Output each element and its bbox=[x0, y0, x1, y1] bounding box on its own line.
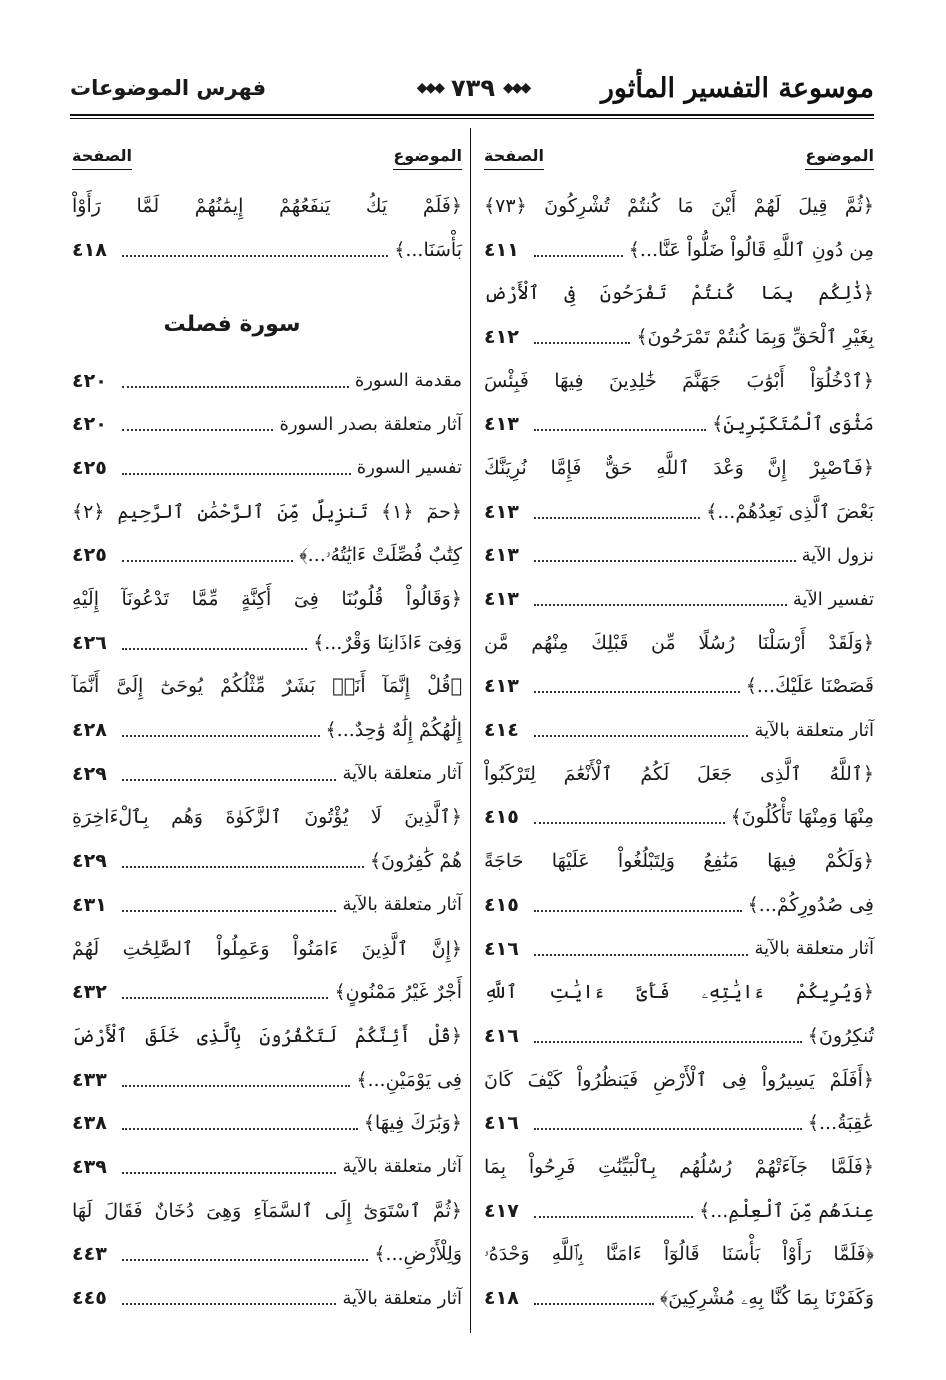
index-entry bbox=[72, 883, 462, 927]
index-entry bbox=[72, 665, 462, 709]
index-entry bbox=[484, 359, 874, 403]
section-title: فهرس الموضوعات bbox=[70, 76, 267, 100]
index-entry bbox=[484, 796, 874, 840]
leader-dots bbox=[122, 1303, 336, 1305]
entry-text: ﴿فَٱصْبِرْ إِنَّ وَعْدَ ٱللَّهِ حَقٌّ فَإِمَّا نُرِيَنَّكَ bbox=[484, 456, 874, 479]
entry-page-number: ٤١٢ bbox=[484, 325, 519, 348]
topic-header: الموضوع bbox=[393, 146, 462, 170]
index-entry bbox=[72, 927, 462, 971]
entry-page-number: ٤١٦ bbox=[484, 1112, 519, 1135]
leader-dots bbox=[534, 954, 748, 956]
index-entry bbox=[484, 1014, 874, 1058]
entry-text: ﴿وَيُرِيكُمْ ءَايَٰتِهِۦ فَأَىَّ ءَايَٰتِ ٱللَّهِ bbox=[484, 981, 874, 1004]
entry-page-number: ٤١٧ bbox=[484, 1199, 519, 1222]
entry-text: وَلِلْأَرْضِ...﴾ bbox=[374, 1243, 462, 1266]
index-entry bbox=[72, 1233, 462, 1277]
entry-page-number: ٤١٣ bbox=[484, 544, 519, 567]
leader-dots bbox=[122, 910, 336, 912]
index-entry bbox=[484, 970, 874, 1014]
index-entry bbox=[484, 446, 874, 490]
page-number-block bbox=[417, 68, 530, 108]
leader-dots bbox=[122, 735, 320, 737]
entry-text: آثار متعلقة بصدر السورة bbox=[279, 413, 462, 435]
index-entry bbox=[484, 839, 874, 883]
topic-header: الموضوع bbox=[805, 146, 874, 170]
entry-text: تفسير السورة bbox=[356, 457, 462, 479]
entry-text: بِغَيْرِ ٱلْحَقِّ وَبِمَا كُنتُمْ تَمْرَحُونَ﴾ bbox=[636, 325, 874, 348]
leader-dots bbox=[534, 1128, 802, 1130]
index-entry bbox=[72, 1276, 462, 1320]
entry-text: نزول الآية bbox=[801, 544, 874, 566]
leader-dots bbox=[534, 691, 740, 693]
leader-dots bbox=[122, 779, 336, 781]
entry-page-number: ٤١٥ bbox=[484, 893, 519, 916]
header-rule-thin bbox=[70, 118, 874, 119]
entry-text: تفسير الآية bbox=[792, 588, 874, 610]
leader-dots bbox=[534, 1041, 802, 1043]
entry-page-number: ٤٣٩ bbox=[72, 1155, 107, 1178]
index-entry bbox=[72, 1014, 462, 1058]
leader-dots bbox=[122, 997, 328, 999]
entry-page-number: ٤١٦ bbox=[484, 937, 519, 960]
entry-page-number: ٤١٥ bbox=[484, 806, 519, 829]
index-entry bbox=[484, 1189, 874, 1233]
entry-text: آثار متعلقة بالآية bbox=[754, 938, 874, 960]
entry-text: ﴿وَبَٰرَكَ فِيهَا﴾ bbox=[363, 1112, 462, 1135]
index-entry bbox=[72, 577, 462, 621]
entry-page-number: ٤١٨ bbox=[484, 1287, 519, 1310]
entry-text: وَفِىٓ ءَاذَانِنَا وَقْرٌ...﴾ bbox=[313, 631, 462, 654]
entry-text: ﴿ٱلَّذِينَ لَا يُؤْتُونَ ٱلزَّكَوٰةَ وَهُم بِٱلْءَاخِرَةِ bbox=[72, 806, 462, 829]
entry-text: ﴿قُلْ إِنَّمَآ أَنَا۠ بَشَرٌ مِّثْلُكُمْ يُوحَىٰٓ إِلَىَّ أَنَّمَآ bbox=[72, 675, 462, 698]
index-entry bbox=[484, 228, 874, 272]
book-title: موسوعة التفسير المأثور bbox=[600, 72, 874, 104]
leader-dots bbox=[122, 1085, 350, 1087]
leader-dots bbox=[534, 429, 706, 431]
entry-page-number: ٤٢٩ bbox=[72, 850, 107, 873]
entry-text: فِى يَوْمَيْنِ...﴾ bbox=[356, 1068, 462, 1091]
leader-dots bbox=[534, 910, 742, 912]
leader-dots bbox=[534, 735, 748, 737]
entry-page-number: ٤١٦ bbox=[484, 1024, 519, 1047]
index-entry bbox=[72, 1058, 462, 1102]
entry-text: ﴿قُلْ أَئِنَّكُمْ لَتَكْفُرُونَ بِٱلَّذِى خَلَقَ ٱلْأَرْضَ bbox=[72, 1024, 462, 1047]
entry-text: بَأْسَنَا...﴾ bbox=[394, 238, 462, 261]
leader-dots bbox=[122, 560, 293, 562]
entry-text: مِنْهَا وَمِنْهَا تَأْكُلُونَ﴾ bbox=[730, 806, 874, 829]
entry-page-number: ٤٤٥ bbox=[72, 1287, 107, 1310]
entry-text: كِتَٰبٌ فُصِّلَتْ ءَايَٰتُهُۥ...﴾ bbox=[299, 544, 462, 567]
entry-text: ﴿فَلَمَّا جَآءَتْهُمْ رُسُلُهُم بِٱلْبَيِّنَٰتِ فَرِحُواْ بِمَا bbox=[484, 1155, 874, 1178]
page-header-label: الصفحة bbox=[72, 146, 132, 170]
entry-text: قَصَصْنَا عَلَيْكَ...﴾ bbox=[745, 675, 874, 698]
index-entry bbox=[484, 708, 874, 752]
entry-text: فِى صُدُورِكُمْ...﴾ bbox=[747, 893, 874, 916]
leader-dots bbox=[534, 822, 725, 824]
entry-text: ﴿وَلَقَدْ أَرْسَلْنَا رُسُلًا مِّن قَبْلِكَ مِنْهُم مَّن bbox=[484, 631, 874, 654]
entry-text: ﴿ذَٰلِكُم بِمَا كُنتُمْ تَفْرَحُونَ فِى ٱلْأَرْضِ bbox=[484, 282, 874, 305]
index-entry bbox=[72, 1189, 462, 1233]
entry-text: مقدمة السورة bbox=[354, 370, 462, 392]
entry-text: ﴿وَلَكُمْ فِيهَا مَنَٰفِعُ وَلِتَبْلُغُواْ عَلَيْهَا حَاجَةً bbox=[484, 850, 874, 873]
entry-page-number: ٤٣٢ bbox=[72, 981, 107, 1004]
entry-text: ﴿فَلَمْ يَكُ يَنفَعُهُمْ إِيمَٰنُهُمْ لَمَّا رَأَوْاْ bbox=[72, 194, 462, 217]
leader-dots bbox=[122, 429, 273, 431]
index-entry bbox=[72, 1145, 462, 1189]
entry-text: ﴿ثُمَّ ٱسْتَوَىٰٓ إِلَى ٱلسَّمَآءِ وَهِىَ دُخَانٌ فَقَالَ لَهَا bbox=[72, 1199, 462, 1222]
entry-text: آثار متعلقة بالآية bbox=[342, 1156, 462, 1178]
entry-text: تُنكِرُونَ﴾ bbox=[807, 1024, 874, 1047]
page-number: ٧٣٩ bbox=[451, 74, 495, 102]
index-entry bbox=[484, 927, 874, 971]
header-rule bbox=[70, 114, 874, 116]
entry-page-number: ٤١٣ bbox=[484, 500, 519, 523]
entry-text: ﴿ٱدْخُلُوٓاْ أَبْوَٰبَ جَهَنَّمَ خَٰلِدِينَ فِيهَا فَبِئْسَ bbox=[484, 369, 874, 392]
leader-dots bbox=[122, 1259, 368, 1261]
index-entry bbox=[484, 1145, 874, 1189]
ornament-icon: ◆◆◆ bbox=[502, 80, 530, 96]
index-entry bbox=[484, 752, 874, 796]
entry-page-number: ٤١١ bbox=[484, 238, 519, 261]
entry-text: ﴿ثُمَّ قِيلَ لَهُمْ أَيْنَ مَا كُنتُمْ تُشْرِكُونَ ﴿٧٣﴾ bbox=[484, 194, 874, 217]
entry-page-number: ٤٣١ bbox=[72, 893, 107, 916]
entry-text: ﴿فَلَمَّا رَأَوْاْ بَأْسَنَا قَالُوٓاْ ءَامَنَّا بِٱللَّهِ وَحْدَهُۥ bbox=[484, 1243, 874, 1266]
index-entry bbox=[72, 446, 462, 490]
leader-dots bbox=[534, 255, 623, 257]
index-entry bbox=[484, 577, 874, 621]
index-entry bbox=[72, 752, 462, 796]
entry-text: ﴿وَقَالُواْ قُلُوبُنَا فِىٓ أَكِنَّةٍ مِّمَّا تَدْعُونَآ إِلَيْهِ bbox=[72, 588, 462, 611]
page-header-label: الصفحة bbox=[484, 146, 544, 170]
ornament-icon: ◆◆◆ bbox=[416, 80, 444, 96]
entry-text: آثار متعلقة بالآية bbox=[342, 1287, 462, 1309]
entry-text: وَكَفَرْنَا بِمَا كُنَّا بِهِۦ مُشْرِكِينَ﴾ bbox=[659, 1287, 874, 1310]
entry-page-number: ٤١٣ bbox=[484, 588, 519, 611]
entry-text: أَجْرٌ غَيْرُ مَمْنُونٍ﴾ bbox=[334, 981, 462, 1004]
leader-dots bbox=[534, 517, 700, 519]
index-entry bbox=[484, 271, 874, 315]
entry-page-number: ٤٣٣ bbox=[72, 1068, 107, 1091]
index-entry bbox=[72, 359, 462, 403]
right-column bbox=[484, 128, 874, 1320]
index-entry bbox=[484, 1276, 874, 1320]
entry-text: آثار متعلقة بالآية bbox=[342, 763, 462, 785]
entry-page-number: ٤١٣ bbox=[484, 675, 519, 698]
entry-text: إِلَٰهُكُمْ إِلَٰهٌ وَٰحِدٌ...﴾ bbox=[325, 719, 462, 742]
index-entry bbox=[72, 621, 462, 665]
entry-text: ﴿أَفَلَمْ يَسِيرُواْ فِى ٱلْأَرْضِ فَيَنظُرُواْ كَيْفَ كَانَ bbox=[484, 1068, 874, 1091]
left-column bbox=[72, 128, 462, 1320]
entry-page-number: ٤٢٥ bbox=[72, 456, 107, 479]
index-entry bbox=[72, 1101, 462, 1145]
index-entry bbox=[484, 1233, 874, 1277]
index-entry bbox=[484, 665, 874, 709]
index-entry bbox=[72, 839, 462, 883]
index-entry bbox=[484, 402, 874, 446]
entry-text: آثار متعلقة بالآية bbox=[342, 894, 462, 916]
leader-dots bbox=[122, 866, 364, 868]
index-entry bbox=[72, 184, 462, 228]
entry-page-number: ٤٢٠ bbox=[72, 413, 107, 436]
index-entry bbox=[484, 1058, 874, 1102]
column-header bbox=[72, 128, 462, 184]
entry-page-number: ٤٢٥ bbox=[72, 544, 107, 567]
leader-dots bbox=[122, 473, 351, 475]
leader-dots bbox=[122, 648, 307, 650]
index-entry bbox=[484, 1101, 874, 1145]
entry-page-number: ٤١٣ bbox=[484, 413, 519, 436]
index-entry bbox=[72, 228, 462, 272]
entry-page-number: ٤٣٨ bbox=[72, 1112, 107, 1135]
entry-page-number: ٤٢٨ bbox=[72, 719, 107, 742]
index-entry bbox=[72, 402, 462, 446]
entry-page-number: ٤١٨ bbox=[72, 238, 107, 261]
leader-dots bbox=[534, 1216, 693, 1218]
entry-text: ﴿ٱللَّهُ ٱلَّذِى جَعَلَ لَكُمُ ٱلْأَنْعَٰمَ لِتَرْكَبُواْ bbox=[484, 762, 874, 785]
leader-dots bbox=[122, 1128, 358, 1130]
entry-text: بَعْضَ ٱلَّذِى نَعِدُهُمْ...﴾ bbox=[706, 500, 874, 523]
column-header bbox=[484, 128, 874, 184]
left-entries bbox=[72, 184, 462, 1320]
leader-dots bbox=[122, 1172, 336, 1174]
entry-page-number: ٤٢٦ bbox=[72, 631, 107, 654]
column-divider bbox=[470, 128, 471, 1333]
entry-page-number: ٤٤٣ bbox=[72, 1243, 107, 1266]
entry-page-number: ٤١٤ bbox=[484, 719, 519, 742]
entry-page-number: ٤٢٠ bbox=[72, 369, 107, 392]
index-entry bbox=[484, 534, 874, 578]
leader-dots bbox=[534, 560, 796, 562]
surah-heading bbox=[72, 271, 462, 358]
index-entry bbox=[72, 708, 462, 752]
right-entries bbox=[484, 184, 874, 1320]
index-entry bbox=[484, 184, 874, 228]
surah-title: سورة فصلت bbox=[163, 311, 301, 337]
entry-text: ﴿إِنَّ ٱلَّذِينَ ءَامَنُواْ وَعَمِلُواْ ٱلصَّٰلِحَٰتِ لَهُمْ bbox=[72, 937, 462, 960]
leader-dots bbox=[122, 386, 349, 388]
leader-dots bbox=[122, 255, 388, 257]
entry-text: عِندَهُم مِّنَ ٱلْعِلْمِ...﴾ bbox=[699, 1199, 874, 1222]
entry-page-number: ٤٢٩ bbox=[72, 762, 107, 785]
entry-text: عَٰقِبَةُ...﴾ bbox=[807, 1112, 874, 1135]
index-entry bbox=[72, 534, 462, 578]
entry-text: ﴿حمٓ ﴿١﴾ تَنزِيلٌ مِّنَ ٱلرَّحْمَٰنِ ٱلرَّحِيمِ ﴿٢﴾ bbox=[72, 500, 462, 523]
entry-text: مِن دُونِ ٱللَّهِ قَالُواْ ضَلُّواْ عَنَّا...﴾ bbox=[628, 238, 874, 261]
leader-dots bbox=[534, 1303, 654, 1305]
index-entry bbox=[484, 883, 874, 927]
index-entry bbox=[484, 490, 874, 534]
index-entry bbox=[484, 315, 874, 359]
index-entry bbox=[484, 621, 874, 665]
entry-text: مَثْوَى ٱلْمُتَكَبِّرِينَ﴾ bbox=[712, 413, 874, 436]
index-entry bbox=[72, 970, 462, 1014]
index-entry bbox=[72, 796, 462, 840]
leader-dots bbox=[534, 342, 630, 344]
index-entry bbox=[72, 490, 462, 534]
leader-dots bbox=[534, 604, 787, 606]
entry-text: هُمْ كَٰفِرُونَ﴾ bbox=[369, 850, 462, 873]
entry-text: آثار متعلقة بالآية bbox=[754, 719, 874, 741]
